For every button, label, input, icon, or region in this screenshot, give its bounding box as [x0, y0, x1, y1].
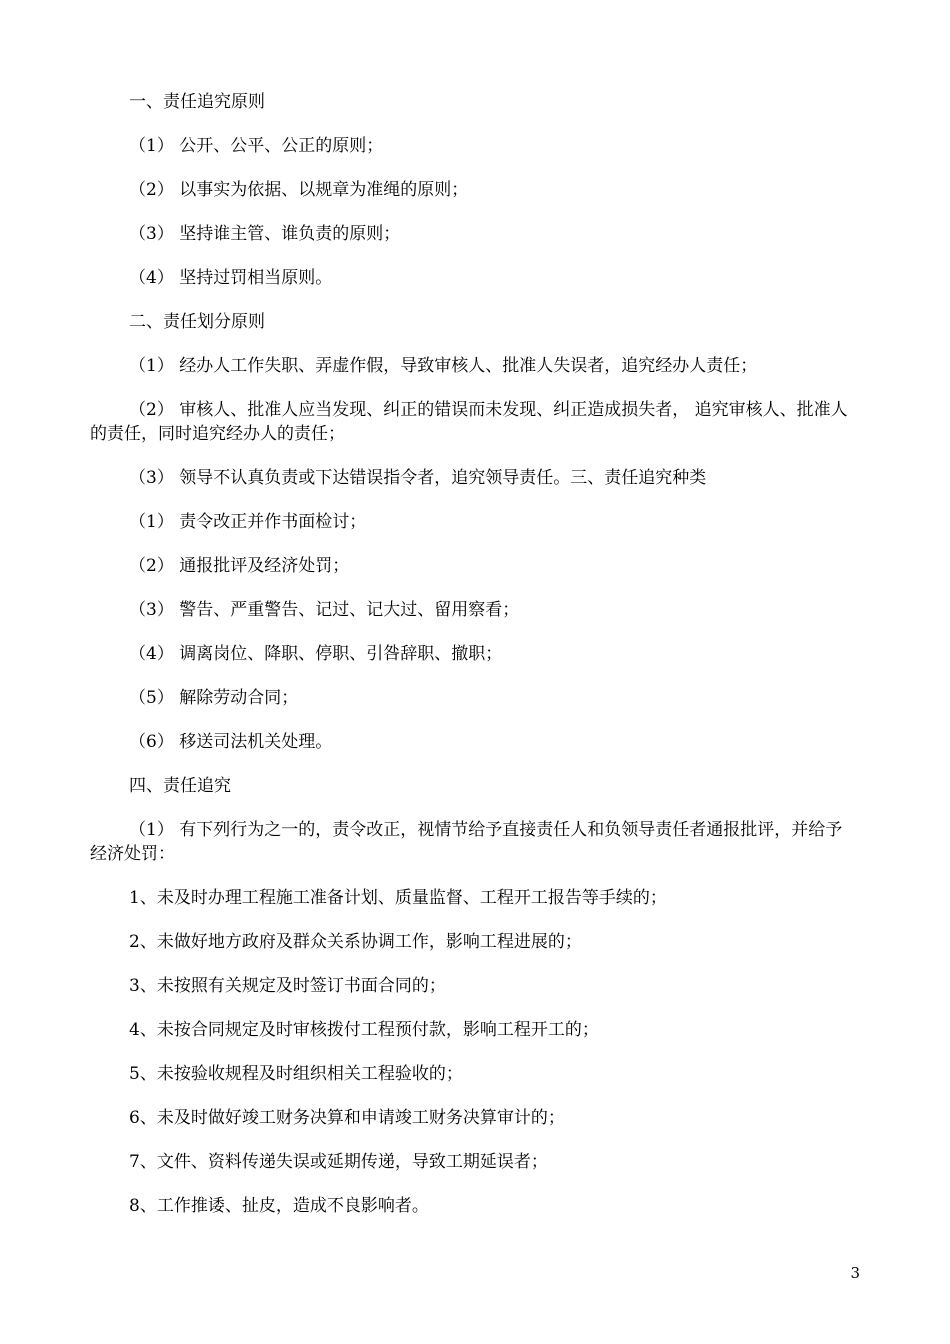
- list-item: 8、工作推诿、扯皮，造成不良影响者。: [129, 1196, 429, 1216]
- list-item: 5、未按验收规程及时组织相关工程验收的；: [129, 1064, 463, 1084]
- paragraph: （2） 审核人、批准人应当发现、纠正的错误而未发现、纠正造成损失者， 追究审核人、批准人的责任，同时追究经办人的责任；: [90, 400, 848, 444]
- section-heading-4: 四、责任追究: [129, 776, 231, 796]
- list-item: 4、未按合同规定及时审核拨付工程预付款，影响工程开工的；: [129, 1020, 599, 1040]
- paragraph: （4） 坚持过罚相当原则。: [129, 268, 333, 288]
- list-item: 7、文件、资料传递失误或延期传递，导致工期延误者；: [129, 1152, 548, 1172]
- page-number: 3: [850, 1264, 860, 1282]
- paragraph: （3） 警告、严重警告、记过、记大过、留用察看；: [129, 600, 520, 620]
- paragraph: （2） 通报批评及经济处罚；: [129, 556, 350, 576]
- paragraph: （1） 有下列行为之一的，责令改正，视情节给予直接责任人和负领导责任者通报批评，并给予经济处罚：: [90, 820, 843, 864]
- paragraph: （1） 经办人工作失职、弄虚作假，导致审核人、批准人失误者，追究经办人责任；: [129, 356, 758, 376]
- paragraph: （2） 以事实为依据、以规章为准绳的原则；: [129, 180, 469, 200]
- list-item: 1、未及时办理工程施工准备计划、质量监督、工程开工报告等手续的；: [129, 888, 667, 908]
- section-heading-1: 一、责任追究原则: [129, 92, 265, 112]
- list-item: 6、未及时做好竣工财务决算和申请竣工财务决算审计的；: [129, 1108, 565, 1128]
- paragraph: （1） 公开、公平、公正的原则；: [129, 136, 384, 156]
- paragraph: （3） 坚持谁主管、谁负责的原则；: [129, 224, 401, 244]
- paragraph: （5） 解除劳动合同；: [129, 688, 299, 708]
- list-item: 3、未按照有关规定及时签订书面合同的；: [129, 976, 446, 996]
- paragraph: （6） 移送司法机关处理。: [129, 732, 333, 752]
- paragraph: （3） 领导不认真负责或下达错误指令者，追究领导责任。三、责任追究种类: [129, 468, 707, 488]
- paragraph: （4） 调离岗位、降职、停职、引咎辞职、撤职；: [129, 644, 503, 664]
- section-heading-2: 二、责任划分原则: [129, 312, 265, 332]
- paragraph: （1） 责令改正并作书面检讨；: [129, 512, 367, 532]
- list-item: 2、未做好地方政府及群众关系协调工作，影响工程进展的；: [129, 932, 582, 952]
